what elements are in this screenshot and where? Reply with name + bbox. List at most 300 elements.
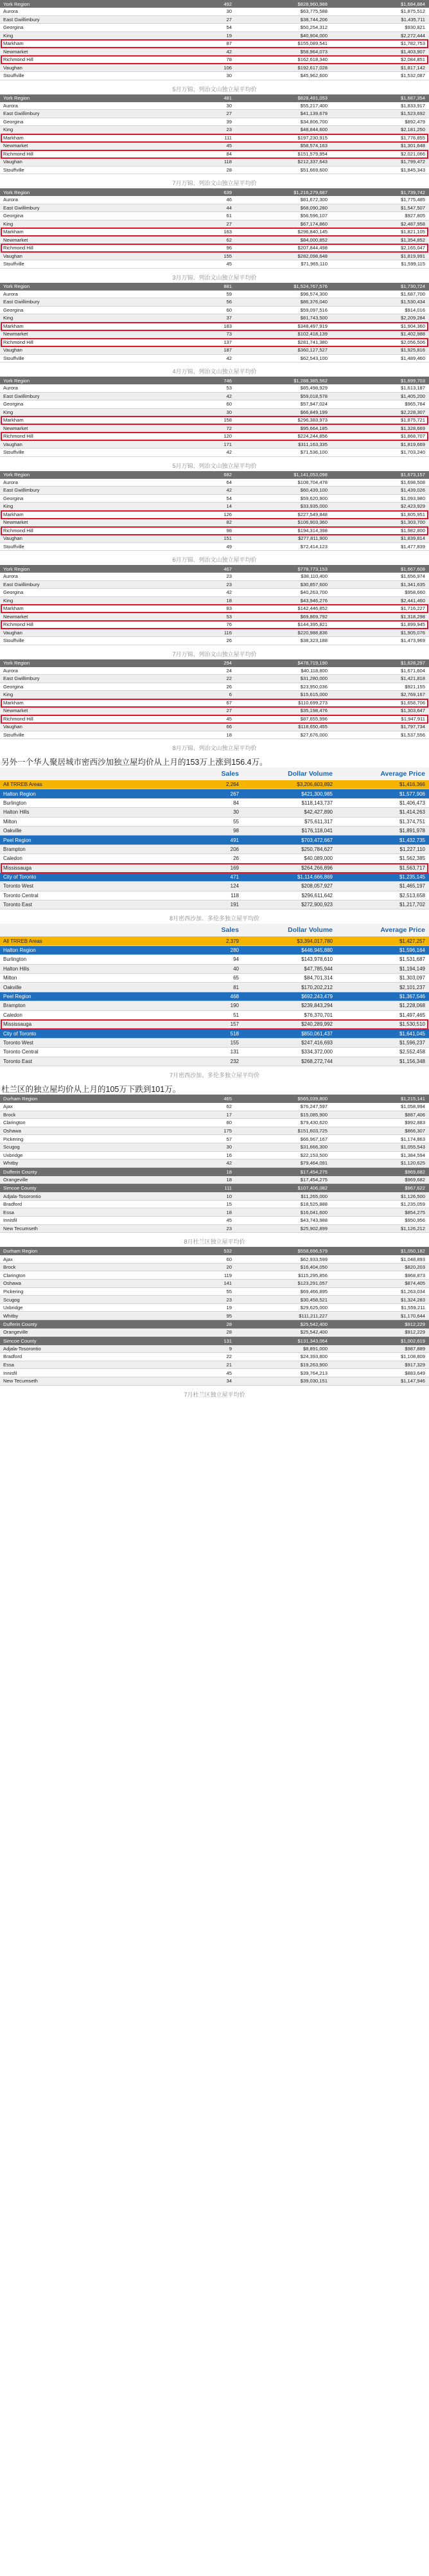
sales-count: 23 (226, 1296, 232, 1303)
dollar-volume: $176,118,041 (301, 828, 333, 834)
average-price: $1,416,366 (399, 782, 425, 788)
average-price: $1,235,145 (399, 874, 425, 881)
region-name: Aurora (3, 573, 18, 580)
sales-count: 639 (223, 189, 232, 195)
average-price: $1,530,434 (400, 299, 425, 305)
table-row (0, 1369, 429, 1377)
table-row (0, 298, 429, 307)
table-row (0, 675, 429, 683)
table-row (0, 416, 429, 425)
table-row (0, 1020, 429, 1029)
region-name: Stouffville (3, 166, 24, 173)
dollar-volume: $41,139,679 (300, 111, 328, 117)
dollar-volume: $23,950,036 (300, 683, 328, 690)
sales-count: 55 (226, 1288, 232, 1294)
table-row (0, 150, 429, 159)
dollar-volume: $79,464,091 (300, 1160, 328, 1167)
dollar-volume: $31,666,300 (300, 1144, 328, 1150)
dollar-volume: $162,618,340 (297, 57, 328, 63)
average-price: $1,817,142 (400, 64, 425, 71)
sales-count: 95 (226, 1312, 232, 1319)
average-price: $1,819,991 (400, 253, 425, 259)
dollar-volume: $102,418,139 (297, 331, 328, 337)
sales-count: 23 (226, 1225, 232, 1231)
table-row (0, 102, 429, 111)
dollar-volume: $84,000,852 (300, 237, 328, 243)
dollar-volume: $85,498,929 (300, 385, 328, 391)
region-name: Stouffville (3, 731, 24, 738)
sales-count: 21 (226, 1362, 232, 1368)
sales-count: 10 (226, 1193, 232, 1199)
dollar-volume: $67,174,860 (300, 220, 328, 227)
sales-count: 171 (223, 441, 232, 447)
table-row (0, 487, 429, 495)
region-name: Stouffville (3, 261, 24, 267)
sales-count: 37 (226, 315, 232, 321)
region-name: City of Toronto (3, 1030, 37, 1037)
table-row (0, 449, 429, 457)
region-name: Halton Hills (3, 965, 30, 972)
sales-count: 60 (226, 401, 232, 407)
average-price: $968,873 (405, 1272, 425, 1278)
sales-count: 28 (226, 1329, 232, 1336)
table-row (0, 946, 429, 955)
sales-count: 18 (226, 1209, 232, 1215)
dollar-volume: $1,524,767,576 (293, 283, 328, 289)
york-region-table-section (0, 283, 429, 377)
sales-count: 14 (226, 503, 232, 510)
table-row (0, 24, 429, 32)
region-name: Ajax (3, 1256, 13, 1262)
table-row (0, 72, 429, 80)
sales-count: 42 (226, 393, 232, 399)
average-price: $1,523,692 (400, 111, 425, 117)
york-region-table (0, 283, 429, 363)
dollar-volume: $95,664,185 (300, 425, 328, 431)
table-row (0, 691, 429, 699)
average-price: $1,303,700 (400, 519, 425, 526)
dollar-volume: $3,394,017,780 (297, 938, 333, 944)
average-price: $2,084,851 (400, 57, 425, 63)
sales-count: 206 (230, 846, 239, 852)
region-name: Aurora (3, 479, 18, 485)
sales-count: 30 (226, 102, 232, 109)
sales-count: 30 (226, 409, 232, 415)
york-region-table (0, 0, 429, 80)
york-region-table (0, 377, 429, 457)
sales-count: 118 (223, 159, 232, 165)
average-price: $1,414,263 (399, 809, 425, 816)
dollar-volume: $565,039,800 (297, 1095, 328, 1102)
average-price: $1,374,751 (399, 818, 425, 825)
region-name: Stouffville (3, 73, 24, 79)
region-name: Oshawa (3, 1128, 21, 1134)
dollar-volume: $272,900,923 (301, 902, 333, 908)
sales-count: 532 (223, 1248, 232, 1255)
region-name: New Tecumseth (3, 1378, 38, 1384)
region-name: Georgina (3, 118, 24, 125)
average-price: $2,769,167 (400, 692, 425, 698)
average-price: $1,048,893 (400, 1256, 425, 1262)
sales-header: Sales (221, 926, 239, 935)
table-group-row (0, 1247, 429, 1255)
table-row (0, 845, 429, 854)
region-name: Vaughan (3, 724, 22, 730)
dollar-volume: $142,446,852 (297, 605, 328, 612)
sales-count: 23 (226, 573, 232, 580)
average-price: $1,698,508 (400, 479, 425, 485)
average-price: $1,301,648 (400, 143, 425, 149)
region-name: Caledon (3, 855, 22, 862)
table-row (0, 621, 429, 629)
dollar-volume: $296,383,973 (297, 417, 328, 424)
average-price: $1,354,852 (400, 237, 425, 243)
average-price: $1,821,105 (400, 229, 425, 235)
sales-count: 42 (226, 48, 232, 55)
table-row (0, 573, 429, 581)
table-row (0, 1001, 429, 1010)
sales-count: 491 (230, 837, 239, 843)
sales-count: 44 (226, 204, 232, 211)
region-name: All TRREB Areas (3, 938, 42, 944)
average-price: $1,403,907 (400, 48, 425, 55)
table-group-row (0, 1337, 429, 1345)
average-price: $1,421,818 (400, 675, 425, 682)
average-price: $887,406 (405, 1111, 425, 1118)
york-region-table-section (0, 377, 429, 471)
table-row (0, 228, 429, 237)
sales-count: 163 (223, 229, 232, 235)
average-price: $1,925,816 (400, 347, 425, 353)
dollar-volume: $59,097,516 (300, 307, 328, 313)
article-paragraph: 另外一个华人聚居城市密西沙加独立屋均价从上月的153万上涨到156.4万。 (1, 758, 268, 767)
table-row (0, 384, 429, 393)
region-name: Aurora (3, 102, 18, 109)
sales-count: 82 (226, 519, 232, 526)
region-name: East Gwillimbury (3, 299, 40, 305)
dollar-volume: $3,206,603,892 (297, 782, 333, 788)
table-row (0, 1057, 429, 1066)
table-row (0, 1271, 429, 1280)
region-name: Bradford (3, 1354, 22, 1360)
dollar-volume: $43,743,988 (300, 1217, 328, 1224)
dollar-volume: $27,676,000 (300, 731, 328, 738)
dollar-volume: $45,962,600 (300, 73, 328, 79)
table-group-row (0, 1168, 429, 1176)
average-price: $917,329 (405, 1362, 425, 1368)
region-name: Oakville (3, 828, 22, 834)
sales-count: 78 (226, 57, 232, 63)
dollar-volume: $40,118,800 (301, 667, 328, 674)
region-name: Adjala-Tosorontio (3, 1193, 41, 1199)
sales-count: 16 (226, 1152, 232, 1158)
table-row (0, 589, 429, 597)
dollar-volume: $334,372,000 (301, 1049, 333, 1055)
average-price: $1,147,946 (400, 1378, 425, 1384)
table-row (0, 789, 429, 798)
average-price: $1,671,604 (400, 667, 425, 674)
dollar-volume: $194,314,398 (297, 527, 328, 533)
sales-count: 49 (226, 543, 232, 550)
average-price: $1,215,141 (400, 1095, 425, 1102)
region-name: Stouffville (3, 543, 24, 550)
sales-count: 53 (226, 385, 232, 391)
region-name: Pickering (3, 1136, 24, 1142)
sales-count: 19 (226, 32, 232, 39)
table-row (0, 244, 429, 253)
average-price: $1,703,240 (400, 449, 425, 456)
dollar-volume: $247,416,693 (301, 1039, 333, 1046)
region-name: Richmond Hill (3, 433, 33, 440)
dollar-volume: $87,655,996 (300, 715, 328, 722)
sales-count: 155 (223, 253, 232, 259)
region-name: Innisfil (3, 1370, 17, 1376)
region-name: Vaughan (3, 253, 22, 259)
sales-count: 26 (226, 638, 232, 644)
average-price: $1,427,257 (399, 938, 425, 944)
average-price: $965,784 (405, 401, 425, 407)
region-name: Mississauga (3, 864, 32, 871)
table-caption: 4月万锦、列治文山独立屋平均价 (172, 368, 257, 375)
region-name: Richmond Hill (3, 57, 33, 63)
region-name: King (3, 503, 13, 510)
average-price: $1,673,157 (400, 472, 425, 478)
region-name: Caledon (3, 1012, 22, 1018)
dollar-volume: $348,497,919 (297, 323, 328, 329)
dollar-volume: $25,902,899 (300, 1225, 328, 1231)
dollar-volume: $30,458,521 (300, 1296, 328, 1303)
region-name: Whitby (3, 1312, 19, 1319)
sales-count: 98 (233, 828, 239, 834)
table-row (0, 323, 429, 331)
region-name: East Gwillimbury (3, 204, 40, 211)
table-row (0, 715, 429, 724)
sales-count: 23 (226, 581, 232, 587)
article-paragraph: 杜兰区的独立屋均价从上月的105万下跌到101万。 (1, 1084, 181, 1094)
table-row (0, 253, 429, 261)
sales-count: 518 (230, 1030, 239, 1037)
dollar-volume: $16,404,050 (300, 1264, 328, 1271)
average-price: $1,303,647 (400, 708, 425, 714)
table-header-row (0, 188, 429, 196)
region-name: Oakville (3, 984, 22, 990)
sales-count: 62 (226, 237, 232, 243)
sales-count: 46 (226, 197, 232, 203)
dollar-volume: $264,266,896 (301, 864, 333, 871)
average-price: $1,628,297 (400, 660, 425, 666)
table-row (0, 1039, 429, 1048)
region-name: Durham Region (3, 1248, 38, 1255)
table-row (0, 56, 429, 64)
table-row (0, 581, 429, 589)
table-row (0, 346, 429, 355)
region-name: Markham (3, 699, 24, 706)
dollar-volume: $76,370,701 (304, 1012, 333, 1018)
region-name: Mississauga (3, 1021, 32, 1028)
table-row (0, 891, 429, 900)
sales-count: 61 (226, 213, 232, 219)
sales-count: 294 (223, 660, 232, 666)
region-name: Georgina (3, 683, 24, 690)
dollar-volume: $192,617,028 (297, 64, 328, 71)
region-name: Georgina (3, 589, 24, 596)
dollar-volume: $1,288,385,562 (293, 377, 328, 384)
sales-count: 60 (226, 307, 232, 313)
table-row (0, 307, 429, 315)
average-price: $2,423,929 (400, 503, 425, 510)
dollar-volume: $40,089,000 (304, 855, 333, 862)
table-header-row (0, 924, 429, 936)
york-region-table-section (0, 659, 429, 754)
table-row (0, 637, 429, 645)
sales-count: 468 (230, 994, 239, 999)
sales-count: 55 (233, 818, 239, 825)
average-price: $1,156,348 (399, 1058, 425, 1064)
dollar-volume: $107,406,082 (297, 1185, 328, 1192)
dollar-volume: $40,904,000 (300, 32, 328, 39)
region-name: Aurora (3, 385, 18, 391)
dollar-volume: $59,018,578 (300, 393, 328, 399)
region-name: King (3, 220, 13, 227)
table-row (0, 667, 429, 675)
durham-table (0, 1247, 429, 1385)
region-name: Brampton (3, 1003, 26, 1009)
dollar-volume: $311,163,335 (298, 441, 328, 447)
trreb-table-section (0, 767, 429, 924)
sales-count: 76 (226, 622, 232, 628)
average-price: $1,489,460 (400, 355, 425, 361)
region-name: East Gwillimbury (3, 581, 40, 587)
region-name: Toronto Central (3, 892, 39, 899)
dollar-volume: $86,376,040 (300, 299, 328, 305)
average-price: $1,596,164 (399, 947, 425, 954)
average-price: $1,730,724 (400, 283, 425, 289)
region-name: Uxbridge (3, 1152, 23, 1158)
sales-count: 111 (224, 134, 232, 141)
dollar-volume: $17,454,275 (300, 1168, 328, 1175)
average-price: $1,406,473 (399, 800, 425, 806)
average-price: $1,613,187 (400, 385, 425, 391)
dollar-volume: $42,427,890 (304, 809, 333, 816)
table-caption: 6月万锦、列治文山独立屋平均价 (172, 557, 257, 563)
average-price: $1,170,644 (400, 1312, 425, 1319)
table-row (0, 1361, 429, 1370)
table-row (0, 629, 429, 638)
region-name: Brampton (3, 846, 26, 852)
table-header-row (0, 565, 429, 573)
region-name: Clarington (3, 1120, 26, 1126)
sales-count: 465 (223, 1095, 232, 1102)
region-name: King (3, 32, 13, 39)
region-name: Vaughan (3, 441, 22, 447)
dollar-volume: $62,543,100 (300, 355, 328, 361)
sales-count: 30 (226, 1144, 232, 1150)
table-row (0, 1159, 429, 1168)
average-price: $1,194,149 (399, 965, 425, 972)
dollar-volume: $55,217,400 (300, 102, 328, 109)
dollar-volume: $30,857,600 (300, 581, 328, 587)
sales-count: 56 (226, 299, 232, 305)
sales-count: 42 (226, 589, 232, 596)
table-row (0, 495, 429, 503)
sales-count: 84 (226, 150, 232, 157)
table-row (0, 441, 429, 449)
table-caption: 8月万锦、列治文山独立屋平均价 (172, 745, 257, 751)
table-group-row (0, 1184, 429, 1192)
sales-count: 22 (226, 1354, 232, 1360)
york-region-table (0, 188, 429, 269)
region-name: Whitby (3, 1160, 19, 1167)
dollar-volume: $84,701,314 (304, 975, 333, 981)
sales-count: 45 (226, 143, 232, 149)
york-region-table-section (0, 94, 429, 189)
average-price: $2,021,066 (400, 150, 425, 157)
table-row (0, 983, 429, 992)
average-price: $1,905,076 (400, 629, 425, 636)
table-row (0, 355, 429, 363)
region-name: Georgina (3, 213, 24, 219)
sales-count: 30 (226, 73, 232, 79)
average-price: $874,405 (405, 1280, 425, 1287)
sales-count: 120 (223, 433, 232, 440)
region-name: East Gwillimbury (3, 487, 40, 494)
average-price: $2,228,307 (400, 409, 425, 415)
dollar-volume: $81,672,300 (300, 197, 328, 203)
dollar-volume: $58,574,163 (300, 143, 328, 149)
sales-count: 19 (226, 1305, 232, 1311)
sales-count: 22 (226, 675, 232, 682)
table-row (0, 1296, 429, 1304)
sales-count: 881 (223, 283, 232, 289)
sales-count: 20 (226, 1264, 232, 1271)
average-price: $2,209,284 (400, 315, 425, 321)
sales-count: 131 (223, 1337, 232, 1344)
sales-count: 30 (233, 809, 239, 816)
sales-count: 2,264 (225, 782, 239, 788)
average-price: $1,126,212 (400, 1225, 425, 1231)
dollar-volume: $703,472,667 (301, 837, 333, 843)
region-name: Durham Region (3, 1095, 38, 1102)
table-row (0, 1225, 429, 1233)
table-row (0, 864, 429, 873)
dollar-volume: $63,775,588 (300, 8, 328, 15)
average-price: $1,805,951 (400, 511, 425, 517)
dollar-volume: $143,978,610 (301, 956, 333, 963)
average-price: $2,101,237 (399, 984, 425, 990)
dollar-volume: $35,198,476 (300, 708, 328, 714)
region-name: East Gwillimbury (3, 393, 40, 399)
average-price: $1,739,742 (400, 189, 425, 195)
average-price: $1,174,863 (400, 1136, 425, 1142)
dollar-volume: $38,110,400 (301, 573, 328, 580)
region-name: Clarington (3, 1272, 26, 1278)
table-row (0, 1280, 429, 1288)
dollar-volume: $57,947,024 (300, 401, 328, 407)
dollar-volume: $360,127,527 (297, 347, 328, 353)
region-name: Aurora (3, 291, 18, 297)
dollar-volume: $1,114,666,869 (297, 874, 333, 881)
sales-count: 94 (233, 956, 239, 963)
region-name: Uxbridge (3, 1305, 23, 1311)
dollar-volume-header: Dollar Volume (288, 926, 333, 935)
region-name: Halton Hills (3, 809, 30, 816)
durham-table-section (0, 1247, 429, 1399)
sales-count: 169 (230, 864, 239, 871)
dollar-volume: $62,933,599 (300, 1256, 328, 1262)
table-row (0, 212, 429, 220)
table-caption: 8月杜兰区独立屋平均价 (184, 1239, 245, 1246)
region-name: York Region (3, 472, 30, 478)
